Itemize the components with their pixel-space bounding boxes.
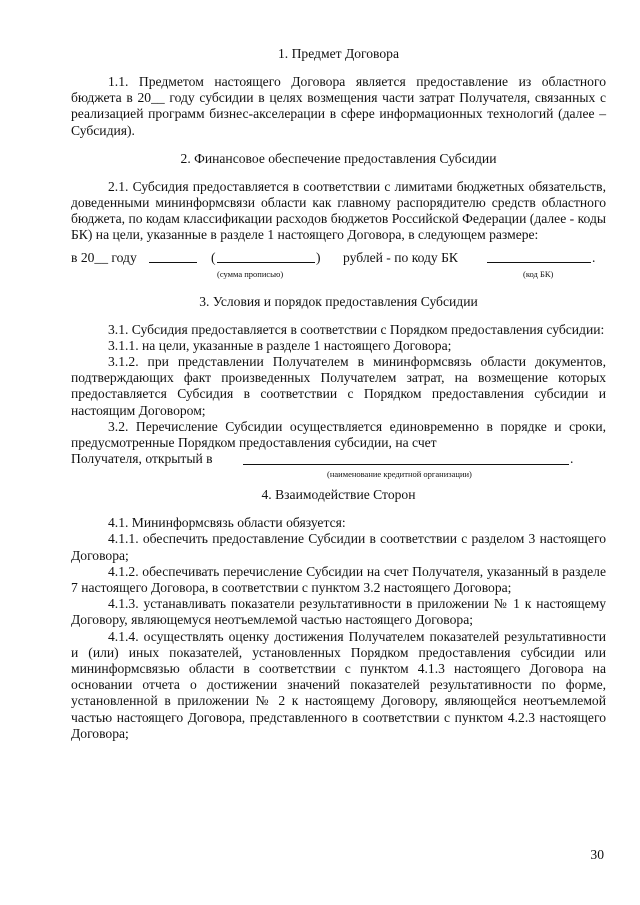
clause-4-1-1: 4.1.1. обеспечить предоставление Субсидии в соответствии с разделом 3 настоящего Договора; — [71, 531, 606, 563]
amount-close-paren: ) — [316, 249, 321, 265]
clause-4-1-2: 4.1.2. обеспечивать перечисление Субсидии на счет Получателя, указанный в разделе 7 настоящего Договора, в соответствии с пунктом 3.2 настоящего Договора; — [71, 563, 606, 596]
clause-1-1: 1.1. Предметом настоящего Договора является предоставление из областного бюджета в 20__ году субсидии в целях возмещения части затрат Получателя, связанных с реализацией программ бизнес-акселерации в сфере информационных технологий (далее – Субсидия). — [71, 74, 606, 138]
clause-3-2: 3.2. Перечисление Субсидии осуществляется единовременно в порядке и сроки, предусмотренные Порядком предоставления субсидии, на счет — [71, 418, 606, 451]
clause-3-2-end: Получателя, открытый в — [71, 451, 213, 467]
clause-4-1-4: 4.1.4. осуществлять оценку достижения Получателем показателей результативности и (или) иных показателей, установленных Порядком предоставления субсидии или мининформсвязью области в соответствии с пунктом 4.1.3 настоящего Договора на основании отчета о достижении значений показателей результативности по форме, установленной в приложении № 2 к настоящему Договору, являющейся неотъемлемой частью настоящего Договора, представленного в соответствии с пунктом 4.2.3 настоящего Договора; — [71, 628, 606, 741]
amount-caption: (сумма прописью) — [217, 268, 284, 279]
clause-2-1: 2.1. Субсидия предоставляется в соответствии с лимитами бюджетных обязательств, доведенными мининформсвязи области как главному распорядителю средств областного бюджета, по кодам классификации расходов бюджетов Российской Федерации (далее - коды БК) на цели, указанные в разделе 1 настоящего Договора, в следующем размере: — [71, 178, 606, 243]
bank-caption: (наименование кредитной организации) — [327, 469, 472, 480]
clause-3-1: 3.1. Субсидия предоставляется в соответствии с Порядком предоставления субсидии: — [108, 321, 605, 337]
document-page — [71, 46, 606, 742]
bk-caption: (код БК) — [523, 268, 554, 279]
bank-name-blank — [243, 451, 569, 465]
amount-words-blank — [217, 250, 315, 263]
amount-year-label: в 20__ году — [71, 249, 137, 265]
section-4-heading: 4. Взаимодействие Сторон — [261, 487, 416, 503]
bk-code-blank — [487, 250, 591, 263]
amount-rub-label: рублей - по коду БК — [343, 249, 459, 265]
amount-dot: . — [592, 249, 596, 265]
clause-3-1-2: 3.1.2. при представлении Получателем в мининформсвязь области документов, подтверждающих факт произведенных Получателем затрат, на возмещение которых предоставляется Субсидия в соответствии с Порядком предоставления субсидии и настоящим Договором; — [71, 354, 606, 418]
amount-line — [71, 250, 606, 288]
section-1-heading: 1. Предмет Договора — [277, 46, 399, 61]
section-2-heading: 2. Финансовое обеспечение предоставления Субсидии — [180, 150, 497, 166]
amount-open-paren: ( — [211, 249, 216, 265]
page-number: 30 — [590, 847, 604, 862]
clause-4-1-3: 4.1.3. устанавливать показатели результативности в приложении № 1 к настоящему Договору, являющемуся неотъемлемой частью настоящего Договора; — [71, 596, 606, 628]
amount-year-blank — [149, 250, 197, 263]
clause-3-1-1: 3.1.1. на цели, указанные в разделе 1 настоящего Договора; — [108, 337, 452, 353]
clause-4-1: 4.1. Мининформсвязь области обязуется: — [108, 515, 346, 531]
bank-line — [71, 451, 606, 481]
section-3-heading: 3. Условия и порядок предоставления Субсидии — [199, 293, 478, 309]
bank-line-dot: . — [570, 451, 574, 467]
